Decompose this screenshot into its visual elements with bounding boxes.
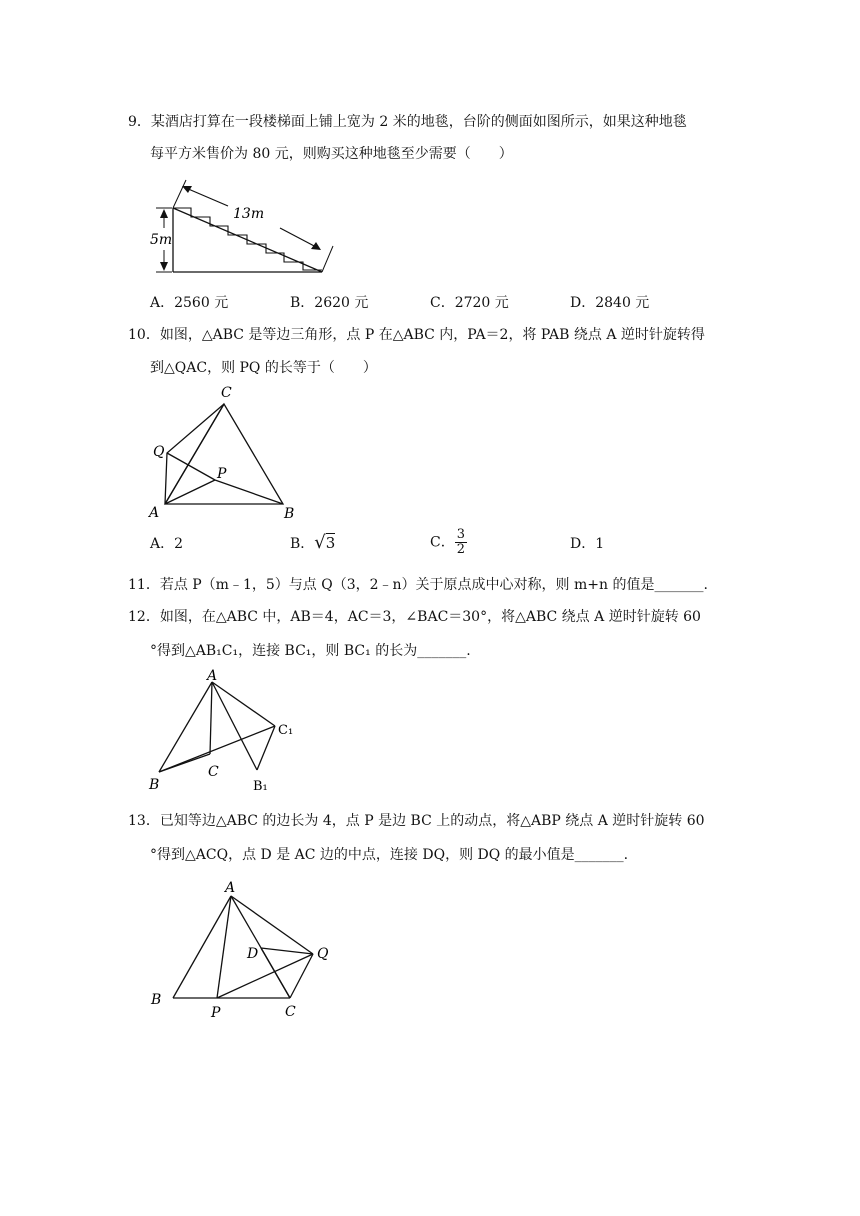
q10-label-b: B [284, 506, 295, 522]
q13-label-c: C [285, 1004, 296, 1020]
q9-height-label: 5m [150, 232, 173, 248]
q10-option-c-fraction: $\frac{3}{2}$ [456, 527, 465, 557]
q10-triangle-figure [145, 380, 305, 522]
q13-text-line1: 13．已知等边△ABC 的边长为 4，点 P 是边 BC 上的动点，将△ABP 绕点 A 逆时针旋转 60 [128, 813, 705, 829]
q13-label-b: B [151, 992, 162, 1008]
q9-option-a: A．2560 元 [150, 295, 229, 311]
q13-label-d: D [247, 946, 259, 962]
q9-length-label: 13m [233, 206, 265, 222]
q13-text-line2: °得到△ACQ，点 D 是 AC 边的中点，连接 DQ，则 DQ 的最小值是_______. [150, 847, 629, 863]
q13-label-p: P [211, 1005, 221, 1021]
q10-options [150, 528, 710, 557]
q10-label-q: Q [153, 444, 165, 460]
q10-label-c: C [221, 385, 232, 401]
q10-option-b: B．√3 [290, 532, 336, 553]
q9-option-b: B．2620 元 [290, 295, 369, 311]
q13-label-a: A [225, 880, 236, 896]
q12-rotation-figure [145, 668, 305, 796]
q12-label-c: C [208, 764, 219, 780]
q10-option-a: A．2 [150, 535, 184, 552]
q9-text-line2: 每平方米售价为 80 元，则购买这种地毯至少需要（ ） [150, 146, 513, 162]
q12-text-line1: 12．如图，在△ABC 中，AB＝4，AC＝3，∠BAC＝30°，将△ABC 绕点 A 逆时针旋转 60 [128, 609, 701, 625]
q9-option-c: C．2720 元 [430, 295, 509, 311]
q11-text-line1: 11．若点 P（m﹣1，5）与点 Q（3，2﹣n）关于原点成中心对称，则 m+n 的值是_______. [128, 577, 708, 593]
q12-label-b: B [149, 777, 160, 793]
q12-label-a: A [207, 668, 218, 684]
q12-label-c1: C₁ [278, 723, 294, 738]
q10-text-line1: 10．如图，△ABC 是等边三角形，点 P 在△ABC 内，PA＝2，将 PAB 绕点 A 逆时针旋转得 [128, 327, 705, 343]
q10-option-b-radicand: 3 [325, 534, 336, 552]
q10-text-line2: 到△QAC，则 PQ 的长等于（ ） [150, 360, 377, 376]
q10-label-p: P [217, 466, 227, 482]
q10-option-c: C． $\frac{3}{2}$ [430, 527, 465, 557]
q12-label-b1: B₁ [253, 779, 268, 794]
q10-label-a: A [149, 505, 160, 521]
q9-option-d: D．2840 元 [570, 295, 650, 311]
q12-text-line2: °得到△AB₁C₁，连接 BC₁，则 BC₁ 的长为_______. [150, 643, 471, 659]
q13-rotation-figure [145, 874, 345, 1022]
q9-options [150, 292, 710, 312]
q9-text-line1: 9．某酒店打算在一段楼梯面上铺上宽为 2 米的地毯，台阶的侧面如图所示，如果这种地毯 [128, 114, 687, 130]
q13-label-q: Q [317, 946, 329, 962]
q10-option-d: D．1 [570, 535, 605, 552]
q9-staircase-figure [150, 176, 340, 280]
